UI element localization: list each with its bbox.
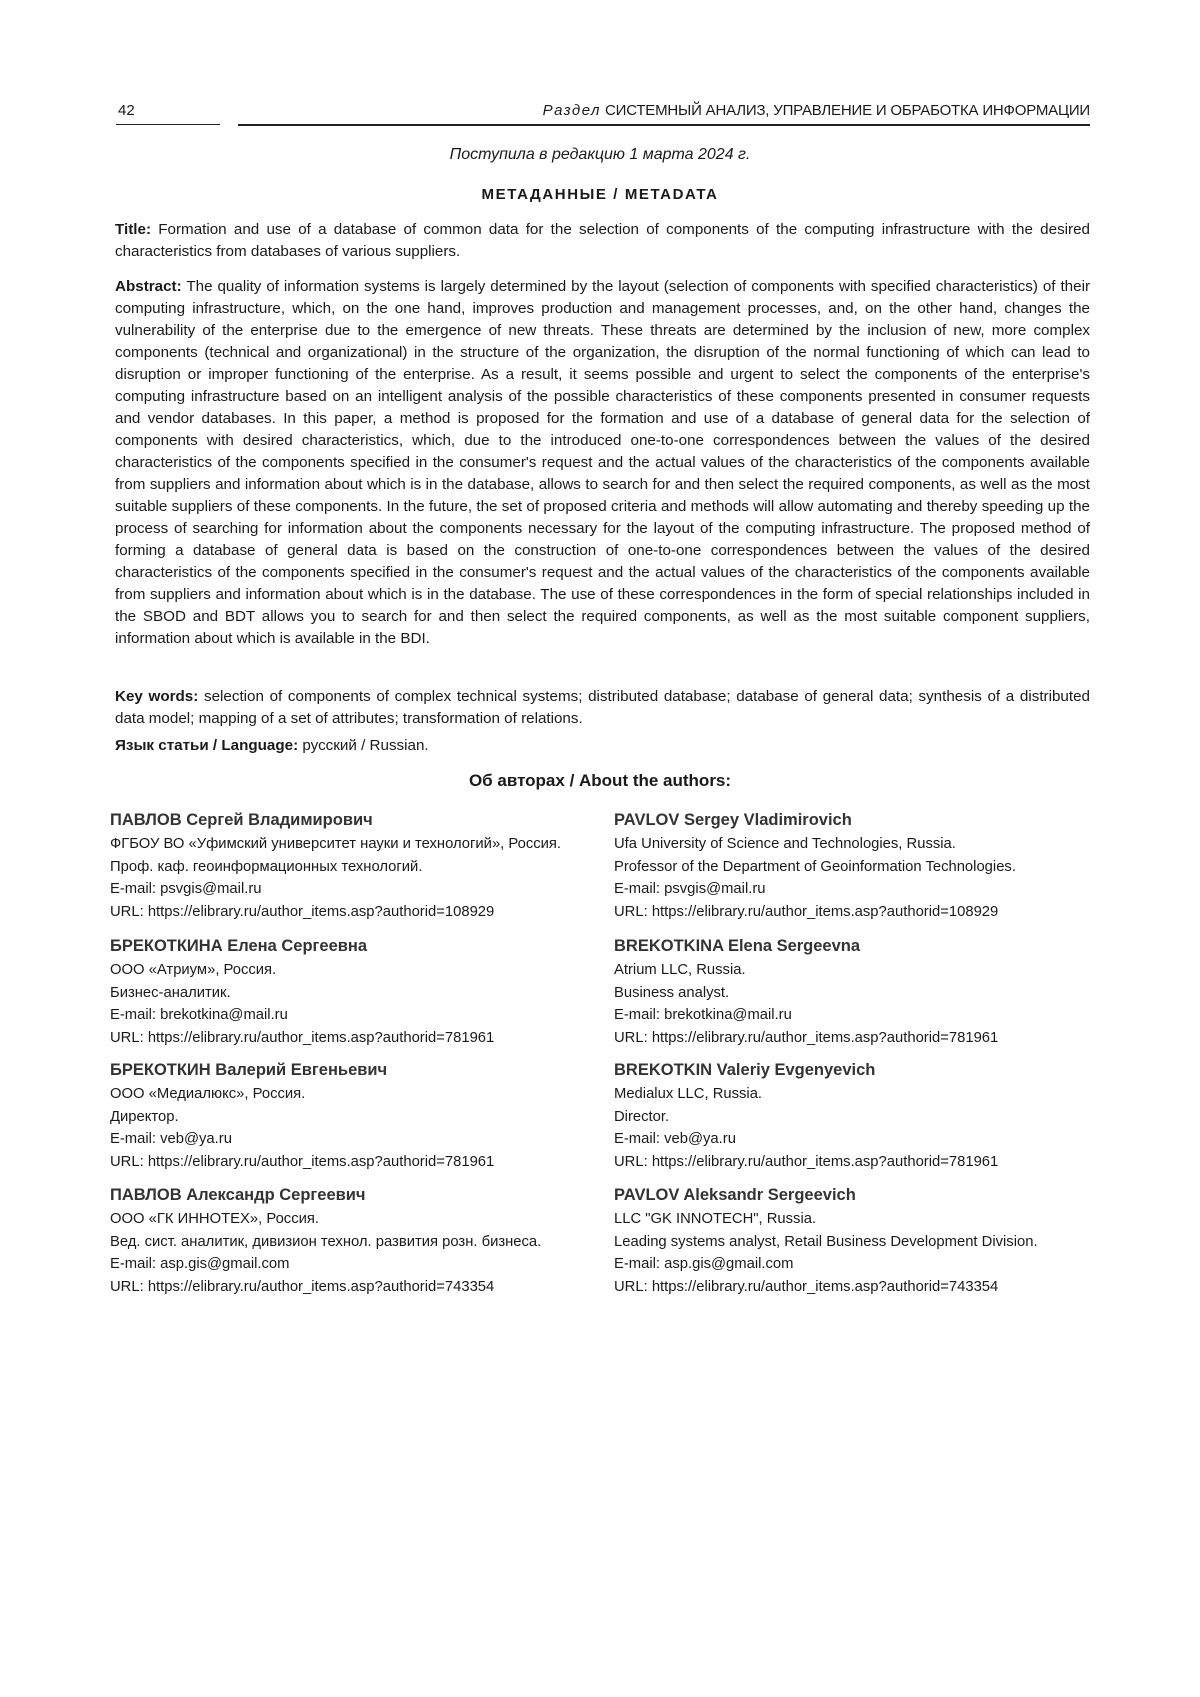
page-number: 42 (118, 102, 135, 119)
author-position: Leading systems analyst, Retail Business Development Division. (614, 1231, 1114, 1254)
author-url: URL: https://elibrary.ru/author_items.asp?authorid=108929 (614, 901, 1114, 924)
author-email: E-mail: psvgis@mail.ru (110, 878, 610, 901)
keywords-label: Key words: (115, 688, 198, 705)
author-card-ru (110, 935, 610, 1049)
author-card-en (614, 1059, 1114, 1173)
author-url: URL: https://elibrary.ru/author_items.asp?authorid=781961 (110, 1027, 610, 1050)
author-position: Вед. сист. аналитик, дивизион технол. развития розн. бизнеса. (110, 1231, 610, 1254)
received-date: Поступила в редакцию 1 марта 2024 г. (0, 146, 1200, 164)
author-name: PAVLOV Aleksandr Sergeevich (614, 1184, 1114, 1207)
author-card-en (614, 1184, 1114, 1298)
author-url: URL: https://elibrary.ru/author_items.asp?authorid=781961 (614, 1027, 1114, 1050)
abstract-paragraph (115, 276, 1090, 650)
language-label: Язык статьи / Language: (115, 737, 298, 754)
author-name: ПАВЛОВ Александр Сергеевич (110, 1184, 610, 1207)
author-card-en (614, 935, 1114, 1049)
author-position: Бизнес-аналитик. (110, 982, 610, 1005)
author-name: BREKOTKIN Valeriy Evgenyevich (614, 1059, 1114, 1082)
title-label: Title: (115, 221, 151, 238)
author-email: E-mail: psvgis@mail.ru (614, 878, 1114, 901)
author-position: Проф. каф. геоинформационных технологий. (110, 856, 610, 879)
author-position: Director. (614, 1106, 1114, 1129)
author-name: БРЕКОТКИНА Елена Сергеевна (110, 935, 610, 958)
author-email: E-mail: asp.gis@gmail.com (614, 1253, 1114, 1276)
author-name: PAVLOV Sergey Vladimirovich (614, 809, 1114, 832)
author-affiliation: ООО «ГК ИННОТЕХ», Россия. (110, 1208, 610, 1231)
author-url: URL: https://elibrary.ru/author_items.asp?authorid=781961 (614, 1151, 1114, 1174)
author-email: E-mail: asp.gis@gmail.com (110, 1253, 610, 1276)
author-position: Professor of the Department of Geoinformation Technologies. (614, 856, 1114, 879)
abstract-label: Abstract: (115, 278, 182, 295)
author-position: Business analyst. (614, 982, 1114, 1005)
abstract-text: The quality of information systems is largely determined by the layout (selection of components with specified characteristics) of their computing infrastructure, which, on the one hand, improves production and management processes, and, on the other hand, changes the vulnerability of the enterprise due to the emergence of new threats. These threats are determined by the inclusion of new, more complex components (technical and organizational) in the structure of the organization, the disruption of the normal functioning of which can lead to disruption or improper functioning of the enterprise. As a result, it seems possible and urgent to select the components of the enterprise's computing infrastructure based on an intelligent analysis of the possible characteristics of these components presented in consumer requests and vendor databases. In this paper, a method is proposed for the formation and use of a database of general data for the selection of components with desired characteristics, which, due to the introduced one-to-one correspondences between the values of the desired characteristics of the components specified in the consumer's request and the actual values of the characteristics of the components available from suppliers and information about which is in the database, allows to search for and then select the required components, as well as the most suitable suppliers of these components. In the future, the set of proposed criteria and methods will allow automating and thereby speeding up the process of searching for information about the components necessary for the layout of the computing infrastructure. The proposed method of forming a database of general data is based on the construction of one-to-one correspondences between the values of the desired characteristics of the components specified in the consumer's request and the actual values of the characteristics of the components available from suppliers and information about which is in the database. The use of these correspondences in the form of special relationships included in the SBOD and BDT allows you to search for and then select the required components, as well as the most suitable component suppliers, information about which is available in the BDI. (115, 278, 1090, 647)
title-paragraph (115, 219, 1090, 263)
author-url: URL: https://elibrary.ru/author_items.asp?authorid=781961 (110, 1151, 610, 1174)
author-card-ru (110, 1059, 610, 1173)
author-affiliation: ФГБОУ ВО «Уфимский университет науки и технологий», Россия. (110, 833, 610, 856)
author-name: BREKOTKINA Elena Sergeevna (614, 935, 1114, 958)
author-card-ru (110, 809, 610, 923)
author-url: URL: https://elibrary.ru/author_items.asp?authorid=743354 (614, 1276, 1114, 1299)
language-paragraph (115, 735, 1090, 757)
author-card-en (614, 809, 1114, 923)
author-url: URL: https://elibrary.ru/author_items.asp?authorid=108929 (110, 901, 610, 924)
author-card-ru (110, 1184, 610, 1298)
authors-heading: Об авторах / About the authors: (0, 771, 1200, 791)
title-text: Formation and use of a database of common data for the selection of components of the computing infrastructure with the desired characteristics from databases of various suppliers. (115, 221, 1090, 260)
running-header (238, 102, 1090, 119)
keywords-text: selection of components of complex technical systems; distributed database; database of general data; synthesis of a distributed data model; mapping of a set of attributes; transformation of relations. (115, 688, 1090, 727)
keywords-paragraph (115, 686, 1090, 730)
header-rule-left (116, 124, 220, 125)
author-affiliation: Ufa University of Science and Technologies, Russia. (614, 833, 1114, 856)
metadata-heading: МЕТАДАННЫЕ / METADATA (0, 186, 1200, 203)
author-name: БРЕКОТКИН Валерий Евгеньевич (110, 1059, 610, 1082)
author-affiliation: LLC "GK INNOTECH", Russia. (614, 1208, 1114, 1231)
author-affiliation: Medialux LLC, Russia. (614, 1083, 1114, 1106)
section-title: СИСТЕМНЫЙ АНАЛИЗ, УПРАВЛЕНИЕ И ОБРАБОТКА ИНФОРМАЦИИ (605, 102, 1090, 119)
author-url: URL: https://elibrary.ru/author_items.asp?authorid=743354 (110, 1276, 610, 1299)
author-name: ПАВЛОВ Сергей Владимирович (110, 809, 610, 832)
author-email: E-mail: brekotkina@mail.ru (110, 1004, 610, 1027)
section-label: Раздел (543, 102, 601, 119)
journal-page (0, 0, 1200, 1697)
author-email: E-mail: brekotkina@mail.ru (614, 1004, 1114, 1027)
author-email: E-mail: veb@ya.ru (614, 1128, 1114, 1151)
author-affiliation: Atrium LLC, Russia. (614, 959, 1114, 982)
header-rule-right (238, 124, 1090, 126)
author-affiliation: ООО «Атриум», Россия. (110, 959, 610, 982)
author-email: E-mail: veb@ya.ru (110, 1128, 610, 1151)
author-affiliation: ООО «Медиалюкс», Россия. (110, 1083, 610, 1106)
language-text: русский / Russian. (302, 737, 428, 754)
author-position: Директор. (110, 1106, 610, 1129)
